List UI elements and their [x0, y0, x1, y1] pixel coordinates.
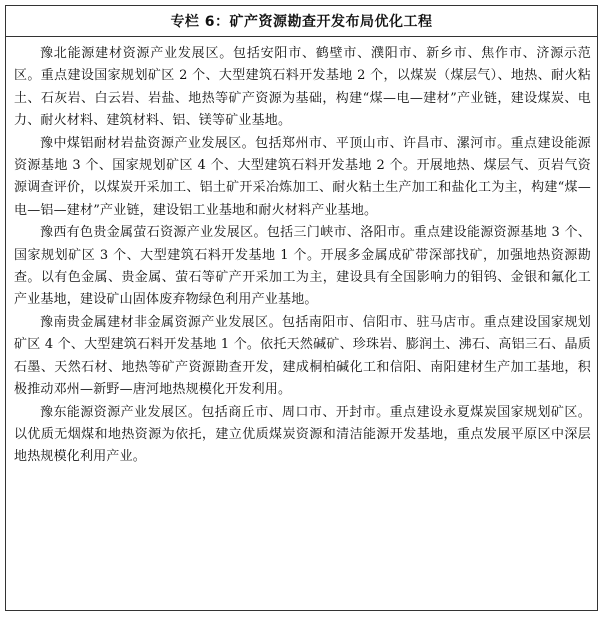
paragraph-henan-west: 豫西有色贵金属萤石资源产业发展区。包括三门峡市、洛阳市。重点建设能源资源基地 3 个、国家规划矿区 3 个、大型建筑石料开发基地 1 个。开展多金属成矿带深部找矿，加强地热资源勘查。以有色金属、贵金属、萤石等矿产开采加工为主，建设具有全国影响力的钼钨、金银和氟化工产业基地，建设矿山固体废弃物绿色利用产业基地。 — [14, 225, 591, 308]
paragraph-henan-north: 豫北能源建材资源产业发展区。包括安阳市、鹤壁市、濮阳市、新乡市、焦作市、济源示范区。重点建设国家规划矿区 2 个、大型建筑石料开发基地 2 个，以煤炭（煤层气）、地热、耐火粘土、石灰岩、白云岩、岩盐、地热等矿产资源为基础，构建“煤—电—建材”产业链，建设煤炭、电力、耐火材料、建筑材料、铝、镁等矿业基地。 — [14, 46, 591, 129]
paragraph-henan-south: 豫南贵金属建材非金属资源产业发展区。包括南阳市、信阳市、驻马店市。重点建设国家规划矿区 4 个、大型建筑石料开发基地 1 个。依托天然碱矿、珍珠岩、膨润土、沸石、高铝三石、晶质石墨、天然石材、地热等矿产资源勘查开发，建成桐柏碱化工和信阳、南阳建材生产加工基地，积极推动邓州—新野—唐河地热规模化开发利用。 — [14, 314, 591, 398]
box-content — [6, 37, 597, 469]
paragraph-henan-central: 豫中煤铝耐材岩盐资源产业发展区。包括郑州市、平顶山市、许昌市、漯河市。重点建设能源资源基地 3 个、国家规划矿区 4 个、大型建筑石料开发基地 2 个。开展地热、煤层气、页岩气资源调查评价，以煤炭开采加工、铝土矿开采冶炼加工、耐火粘土生产加工和盐化工为主，构建“煤—电—铝—建材”产业链，建设铝工业基地和耐火材料产业基地。 — [14, 135, 591, 218]
paragraph-henan-east: 豫东能源资源产业发展区。包括商丘市、周口市、开封市。重点建设永夏煤炭国家规划矿区。以优质无烟煤和地热资源为依托，建立优质煤炭资源和清洁能源开发基地，重点发展平原区中深层地热规模化利用产业。 — [14, 404, 591, 465]
feature-box — [5, 5, 598, 611]
box-title: 专栏 6：矿产资源勘查开发布局优化工程 — [6, 6, 597, 37]
